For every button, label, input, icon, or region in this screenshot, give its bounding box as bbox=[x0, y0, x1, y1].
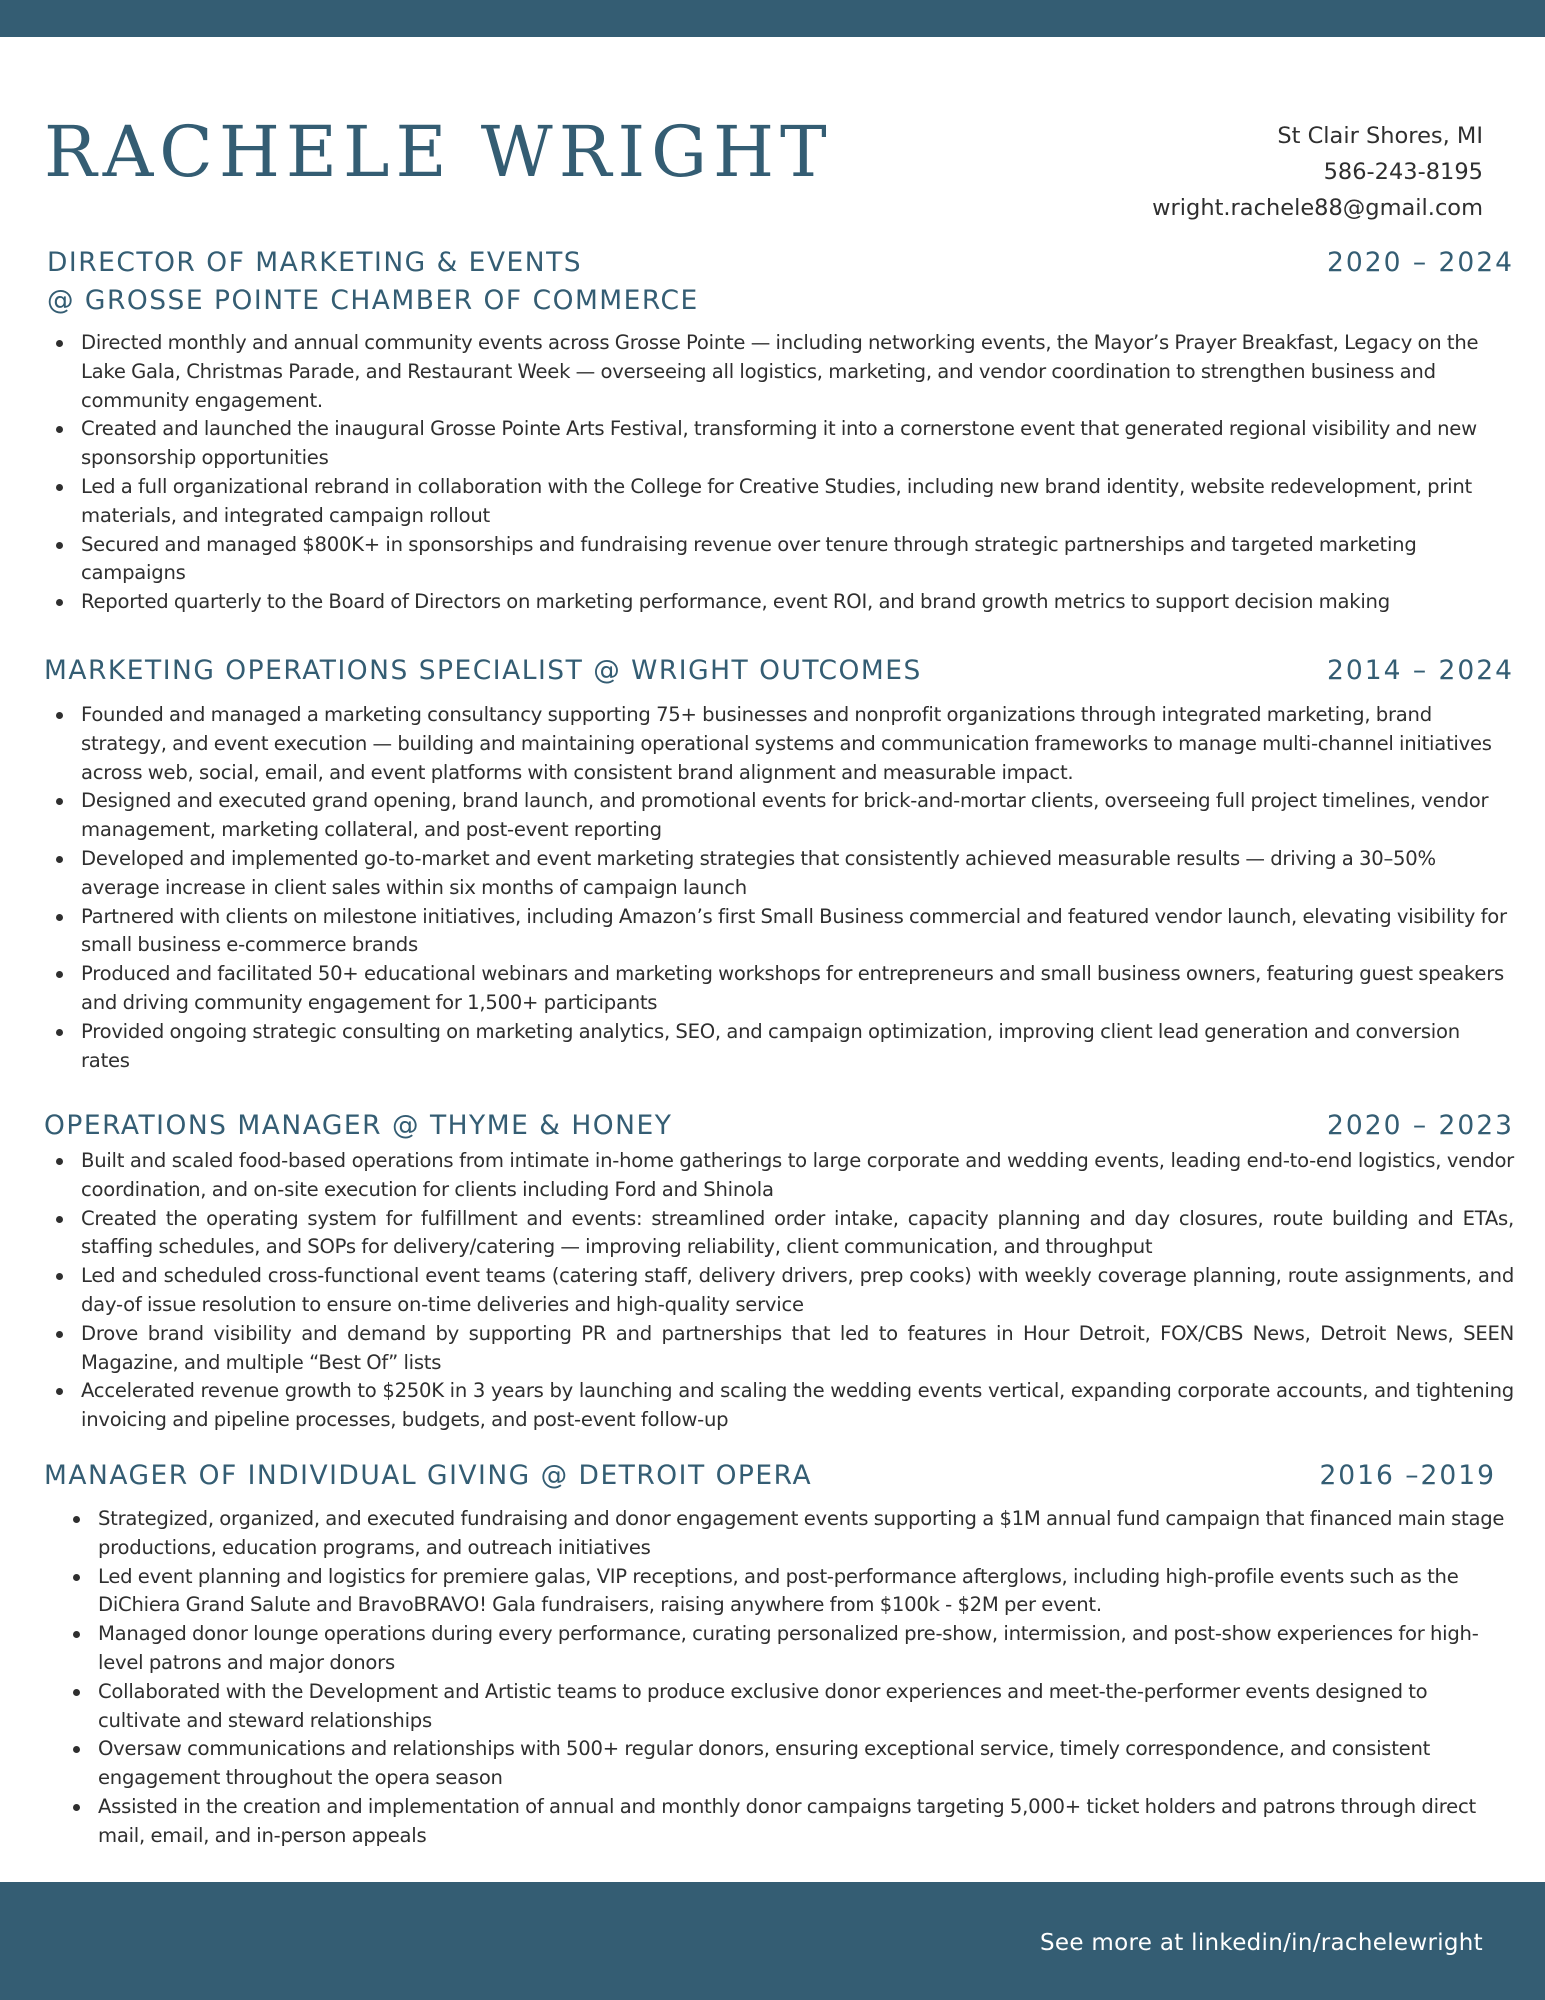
list-item: Assisted in the creation and implementation of annual and monthly donor campaigns targeting 5,000+ ticket holders and patrons through direct mail, email, and in-person appeals bbox=[98, 1793, 1514, 1851]
list-item: Accelerated revenue growth to $250K in 3 years by launching and scaling the wedding events vertical, expanding corporate accounts, and tightening invoicing and pipeline processes, budgets, and post-event follow-up bbox=[81, 1377, 1514, 1435]
list-item: Reported quarterly to the Board of Directors on marketing performance, event ROI, and brand growth metrics to support decision making bbox=[81, 588, 1514, 617]
list-item: Managed donor lounge operations during every performance, curating personalized pre-show, intermission, and post-show experiences for high-level patrons and major donors bbox=[98, 1620, 1514, 1678]
list-item: Created and launched the inaugural Grosse Pointe Arts Festival, transforming it into a cornerstone event that generated regional visibility and new sponsorship opportunities bbox=[81, 415, 1514, 473]
job-section-operations-manager bbox=[44, 1107, 1514, 1435]
list-item: Led event planning and logistics for premiere galas, VIP receptions, and post-performance afterglows, including high-profile events such as the DiChiera Grand Salute and BravoBRAVO! Gala fundraisers, raising anywhere from $100k - $2M per event. bbox=[98, 1563, 1514, 1621]
job-bullet-list bbox=[44, 1505, 1514, 1851]
contact-location: St Clair Shores, MI bbox=[1277, 123, 1483, 149]
list-item: Directed monthly and annual community events across Grosse Pointe — including networking events, the Mayor’s Prayer Breakfast, Legacy on the Lake Gala, Christmas Parade, and Restaurant Week — overseeing all logistics, marketing, and vendor coordination to strengthen business and community engagement. bbox=[81, 329, 1514, 415]
job-dates: 2014 – 2024 bbox=[1327, 655, 1514, 686]
job-bullet-list bbox=[47, 329, 1514, 617]
candidate-name: RACHELE WRIGHT bbox=[44, 111, 833, 193]
list-item: Designed and executed grand opening, brand launch, and promotional events for brick-and-mortar clients, overseeing full project timelines, vendor management, marketing collateral, and post-event reporting bbox=[81, 787, 1514, 845]
job-bullet-list bbox=[44, 701, 1514, 1075]
job-section-individual-giving bbox=[44, 1457, 1514, 1851]
list-item: Oversaw communications and relationships with 500+ regular donors, ensuring exceptional service, timely correspondence, and consistent engagement throughout the opera season bbox=[98, 1735, 1514, 1793]
job-dates: 2020 – 2023 bbox=[1327, 1110, 1514, 1141]
list-item: Strategized, organized, and executed fundraising and donor engagement events supporting a $1M annual fund campaign that financed main stage productions, education programs, and outreach initiatives bbox=[98, 1505, 1514, 1563]
contact-info bbox=[1152, 118, 1483, 226]
list-item: Created the operating system for fulfillment and events: streamlined order intake, capacity planning and day closures, route building and ETAs, staffing schedules, and SOPs for delivery/catering — improving reliability, client communication, and throughput bbox=[81, 1205, 1514, 1263]
job-bullet-list bbox=[44, 1147, 1514, 1435]
list-item: Partnered with clients on milestone initiatives, including Amazon’s first Small Business commercial and featured vendor launch, elevating visibility for small business e-commerce brands bbox=[81, 903, 1514, 961]
top-color-bar bbox=[0, 0, 1545, 37]
contact-phone[interactable]: 586-243-8195 bbox=[1323, 159, 1483, 185]
job-dates: 2020 – 2024 bbox=[1327, 247, 1514, 278]
job-section-director-marketing bbox=[47, 244, 1514, 617]
list-item: Produced and facilitated 50+ educational webinars and marketing workshops for entrepreneurs and small business owners, featuring guest speakers and driving community engagement for 1,500+ participants bbox=[81, 960, 1514, 1018]
list-item: Drove brand visibility and demand by supporting PR and partnerships that led to features in Hour Detroit, FOX/CBS News, Detroit News, SEEN Magazine, and multiple “Best Of” lists bbox=[81, 1320, 1514, 1378]
job-title: MARKETING OPERATIONS SPECIALIST @ WRIGHT OUTCOMES bbox=[44, 655, 922, 686]
list-item: Built and scaled food-based operations from intimate in-home gatherings to large corporate and wedding events, leading end-to-end logistics, vendor coordination, and on-site execution for clients including Ford and Shinola bbox=[81, 1147, 1514, 1205]
job-header bbox=[44, 1107, 1514, 1145]
job-header bbox=[44, 1457, 1496, 1495]
job-section-marketing-operations bbox=[44, 652, 1514, 1075]
contact-email[interactable]: wright.rachele88@gmail.com bbox=[1152, 195, 1483, 221]
job-header bbox=[47, 244, 1514, 320]
list-item: Collaborated with the Development and Artistic teams to produce exclusive donor experiences and meet-the-performer events designed to cultivate and steward relationships bbox=[98, 1678, 1514, 1736]
list-item: Provided ongoing strategic consulting on marketing analytics, SEO, and campaign optimization, improving client lead generation and conversion rates bbox=[81, 1018, 1514, 1076]
job-title: DIRECTOR OF MARKETING & EVENTS bbox=[47, 247, 583, 278]
linkedin-link[interactable]: See more at linkedin/in/rachelewright bbox=[1040, 1930, 1483, 1956]
job-title: OPERATIONS MANAGER @ THYME & HONEY bbox=[44, 1110, 673, 1141]
list-item: Founded and managed a marketing consultancy supporting 75+ businesses and nonprofit organizations through integrated marketing, brand strategy, and event execution — building and maintaining operational systems and communication frameworks to manage multi-channel initiatives across web, social, email, and event platforms with consistent brand alignment and measurable impact. bbox=[81, 701, 1514, 787]
list-item: Led a full organizational rebrand in collaboration with the College for Creative Studies, including new brand identity, website redevelopment, print materials, and integrated campaign rollout bbox=[81, 473, 1514, 531]
list-item: Developed and implemented go-to-market and event marketing strategies that consistently achieved measurable results — driving a 30–50% average increase in client sales within six months of campaign launch bbox=[81, 845, 1514, 903]
job-title: MANAGER OF INDIVIDUAL GIVING @ DETROIT OPERA bbox=[44, 1460, 813, 1491]
job-employer: @ GROSSE POINTE CHAMBER OF COMMERCE bbox=[47, 285, 699, 316]
job-dates: 2016 –2019 bbox=[1319, 1460, 1496, 1491]
job-header bbox=[44, 652, 1514, 690]
list-item: Led and scheduled cross-functional event teams (catering staff, delivery drivers, prep cooks) with weekly coverage planning, route assignments, and day-of issue resolution to ensure on-time deliveries and high-quality service bbox=[81, 1262, 1514, 1320]
list-item: Secured and managed $800K+ in sponsorships and fundraising revenue over tenure through strategic partnerships and targeted marketing campaigns bbox=[81, 531, 1514, 589]
